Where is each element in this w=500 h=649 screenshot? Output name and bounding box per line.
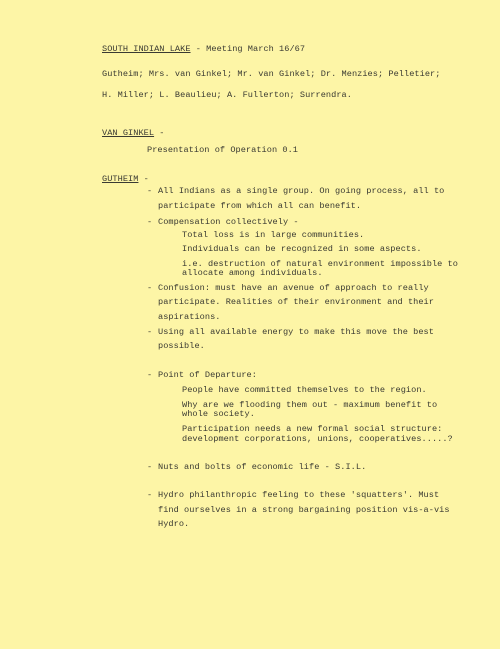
meeting-title-location: SOUTH INDIAN LAKE [102,44,191,54]
bullet-dash: - [147,327,153,337]
bullet-3-line-1: Confusion: must have an avenue of approach to really [158,283,429,293]
speaker-gutheim [102,174,149,185]
bullet-dash: - [147,186,153,196]
speaker-gutheim-label: GUTHEIM [102,174,139,184]
bullet-5-sub-2-line-2: whole society. [182,409,255,419]
bullet-7-line-2: find ourselves in a strong bargaining position vis-a-vis [158,505,450,515]
bullet-3-line-3: aspirations. [158,312,221,322]
van-ginkel-item: Presentation of Operation 0.1 [147,145,299,155]
bullet-5-sub-1: People have committed themselves to the region. [182,385,427,395]
bullet-5-sub-2-line-1: Why are we flooding them out - maximum benefit to [182,400,438,410]
bullet-3-line-2: participate. Realities of their environment and their [158,297,434,307]
bullet-2-sub-1: Total loss is in large communities. [182,230,365,240]
bullet-2-sub-3-line-2: allocate among individuals. [182,268,323,278]
bullet-2-sub-2: Individuals can be recognized in some aspects. [182,244,422,254]
bullet-7-line-3: Hydro. [158,519,190,529]
bullet-5-line-1: Point of Departure: [158,370,257,380]
attendees-line-1: Gutheim; Mrs. van Ginkel; Mr. van Ginkel; Dr. Menzies; Pelletier; [102,69,441,79]
attendees-line-2: H. Miller; L. Beaulieu; A. Fullerton; Surrendra. [102,90,352,100]
speaker-gutheim-dash: - [138,174,149,184]
meeting-title-date: - Meeting March 16/67 [190,44,306,54]
bullet-4-line-1: Using all available energy to make this move the best [158,327,434,337]
bullet-6-line-1: Nuts and bolts of economic life - S.I.L. [158,462,367,472]
bullet-dash: - [147,217,153,227]
speaker-van-ginkel-dash: - [154,128,165,138]
meeting-title [102,44,305,55]
bullet-1-line-2: participate from which all can benefit. [158,201,362,211]
bullet-7-line-1: Hydro philanthropic feeling to these 'squatters'. Must [158,490,440,500]
bullet-dash: - [147,490,153,500]
bullet-5-sub-3-line-2: development corporations, unions, cooperatives.....? [182,434,453,444]
bullet-1-line-1: All Indians as a single group. On going process, all to [158,186,445,196]
bullet-4-line-2: possible. [158,341,205,351]
speaker-van-ginkel [102,128,165,139]
bullet-dash: - [147,283,153,293]
bullet-5-sub-3-line-1: Participation needs a new formal social structure: [182,424,443,434]
bullet-dash: - [147,370,153,380]
bullet-2-sub-3-line-1: i.e. destruction of natural environment impossible to [182,259,458,269]
speaker-van-ginkel-label: VAN GINKEL [102,128,155,138]
bullet-2-line-1: Compensation collectively - [158,217,299,227]
bullet-dash: - [147,462,153,472]
